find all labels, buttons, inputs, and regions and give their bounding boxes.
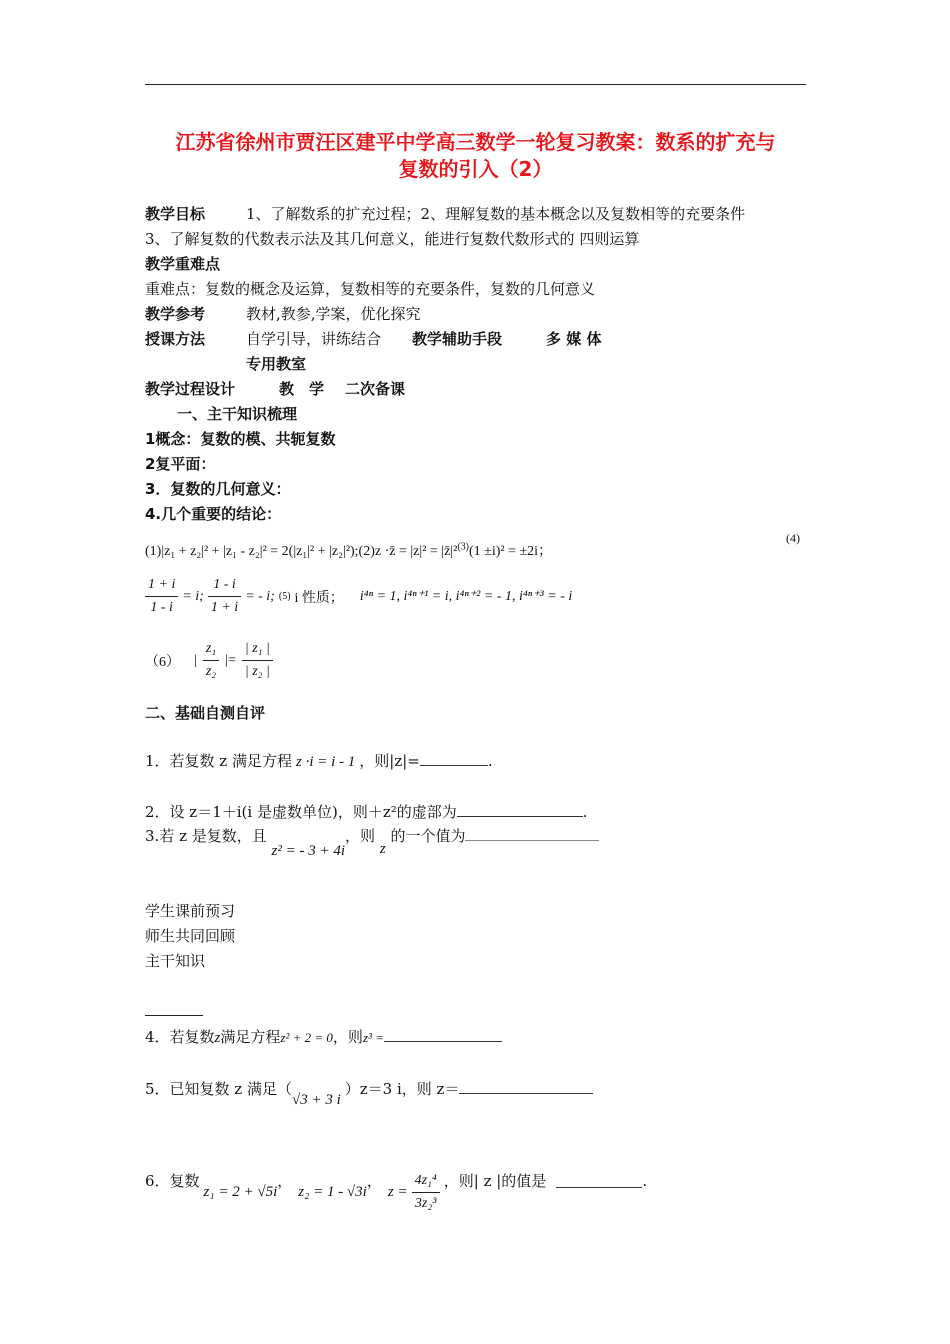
- formula-4-marker: (4): [786, 531, 800, 545]
- question-6: [145, 1158, 648, 1211]
- method-text: 自学引导，讲练结合: [246, 330, 382, 348]
- formula-3-right: [242, 638, 273, 683]
- q4-z: z: [214, 1030, 221, 1046]
- q2-text: 2．设 z＝1＋i(i 是虚数单位)，则＋z²的虚部为: [145, 803, 457, 821]
- formula-2-powers: i⁴ⁿ = 1, i⁴ⁿ⁺¹ = i, i⁴ⁿ⁺² = - 1, i⁴ⁿ⁺³ = - i: [359, 589, 573, 604]
- q6-answer-blank[interactable]: [556, 1173, 642, 1188]
- goal-text2: 3、了解复数的代数表示法及其几何意义，能进行复数代数形式的 四则运算: [145, 230, 640, 248]
- note-2: 师生共同回顾: [145, 927, 236, 945]
- q3-math: z² = - 3 + 4i: [271, 843, 346, 859]
- q3-pre: 3.若 z 是复数，且: [145, 827, 267, 845]
- short-divider: [145, 1015, 203, 1016]
- q5-answer-blank[interactable]: [459, 1079, 593, 1094]
- formula-2-mid: = i;: [182, 588, 204, 604]
- doc-title-line1: 江苏省徐州市贾汪区建平中学高三数学一轮复习教案：数系的扩充与: [175, 130, 776, 154]
- q1-pre: 1．若复数 z 满足方程: [145, 752, 292, 770]
- formula-3: （6） | $\frac{\text{z₁}}{\text{z₂}}$ |= $\frac{\text{| z₁ |}}{\text{| z₂ |}}$: [145, 638, 273, 683]
- q4-post: ，则: [332, 1028, 363, 1046]
- room-text: 专用教室: [246, 355, 307, 373]
- q6-frac: [412, 1170, 440, 1215]
- q4-math2: z³ =: [362, 1030, 384, 1045]
- doc-title-line2: 复数的引入（2）: [398, 157, 553, 181]
- note-1: 学生课前预习: [145, 902, 236, 920]
- q6-z1: z₁ = 2 + √5i: [203, 1184, 278, 1200]
- q4-math: z² + 2 = 0: [280, 1030, 333, 1045]
- aid-label: 教学辅助手段: [412, 330, 503, 348]
- formula-1: [145, 540, 552, 560]
- process-label: 教学过程设计: [145, 380, 236, 398]
- q1-post: ，则|z|=: [359, 752, 420, 770]
- q5-post: ）z＝3 i，则 z＝: [344, 1080, 460, 1098]
- ref-label: 教学参考: [145, 305, 206, 323]
- top-rule: [145, 84, 806, 85]
- section1-item2: 2复平面：: [145, 455, 216, 473]
- formula-3-left-num: z₁: [203, 638, 219, 661]
- formula-2-frac1: [145, 574, 178, 619]
- question-2: [145, 801, 588, 822]
- formula-3-right-num: | z₁ |: [242, 638, 273, 661]
- formula-2-label: i 性质；: [294, 590, 344, 606]
- process-col2: 教 学: [279, 380, 325, 398]
- formula-3-label: （6）: [145, 654, 180, 670]
- q6-end: .: [642, 1171, 648, 1190]
- q2-end: .: [582, 803, 588, 821]
- formula-3-right-den: | z₂ |: [244, 664, 270, 679]
- q6-pre: 6．复数: [145, 1172, 200, 1190]
- q6-post: ，则| z |的值是: [443, 1172, 547, 1190]
- q6-z2: z₂ = 1 - √3i: [298, 1184, 367, 1200]
- formula-3-left-den: z₂: [205, 664, 217, 679]
- q5-pre: 5．已知复数 z 满足（: [145, 1080, 292, 1098]
- formula-2-sup: (5): [278, 591, 291, 602]
- q4-answer-blank[interactable]: [384, 1027, 502, 1042]
- formula-1-semicolon: ；: [538, 544, 553, 559]
- formula-3-left: [203, 638, 219, 683]
- note-3: 主干知识: [145, 952, 206, 970]
- key-label: 教学重难点: [145, 255, 221, 273]
- formula-2: [145, 574, 572, 619]
- q2-answer-blank[interactable]: [457, 802, 583, 817]
- q4-mid: 满足方程: [220, 1028, 281, 1046]
- q1-answer-blank[interactable]: [420, 751, 488, 766]
- q1-math: z ·i = i - 1: [295, 754, 356, 770]
- formula-2-frac2: [208, 574, 241, 619]
- key-text: 重难点：复数的概念及运算，复数相等的充要条件，复数的几何意义: [145, 280, 596, 298]
- q3-mid: ，则: [345, 827, 376, 845]
- section1-item4: 4.几个重要的结论：: [145, 505, 282, 523]
- goal-text1: 1、了解数系的扩充过程；2、理解复数的基本概念以及复数相等的充要条件: [246, 205, 746, 223]
- formula-2-frac1-den: 1 - i: [150, 600, 173, 615]
- q5-math: √3 + 3 i: [291, 1092, 341, 1108]
- goal-label: 教学目标: [145, 205, 206, 223]
- q6-frac-num: 4z₁⁴: [412, 1170, 440, 1193]
- formula-2-frac2-num: 1 - i: [208, 574, 241, 597]
- section1-item1: 1概念：复数的模、共轭复数: [145, 430, 336, 448]
- q6-frac-den: 3z₂³: [414, 1196, 437, 1211]
- ref-text: 教材,教参,学案，优化探究: [246, 305, 421, 323]
- question-1: [145, 750, 493, 771]
- q6-sep2: ，: [366, 1172, 382, 1190]
- q3-answer-blank[interactable]: [465, 826, 599, 841]
- q6-z-pre: z =: [387, 1184, 408, 1200]
- process-col3: 二次备课: [345, 380, 406, 398]
- formula-1-tail: (1 ±i)² = ±2i: [468, 544, 539, 559]
- q1-end: .: [487, 752, 493, 770]
- question-3: [145, 825, 599, 859]
- question-5: [145, 1078, 593, 1108]
- formula-2-frac1-num: 1 + i: [145, 574, 178, 597]
- q3-post: 的一个值为: [390, 827, 466, 845]
- formula-1-sup: (3): [457, 541, 469, 553]
- formula-2-after: = - i;: [245, 588, 275, 604]
- section1-item3: 3．复数的几何意义：: [145, 480, 291, 498]
- method-label: 授课方法: [145, 330, 206, 348]
- formula-3-eq: |=: [225, 652, 236, 668]
- section1-heading: 一、主干知识梳理: [177, 405, 298, 423]
- q6-sep1: ，: [277, 1172, 293, 1190]
- aid-text: 多 媒 体: [546, 330, 602, 348]
- section2-heading: 二、基础自测自评: [145, 704, 266, 722]
- question-4: [145, 1026, 502, 1047]
- formula-1-main: (1)|z₁ + z₂|² + |z₁ - z₂|² = 2(|z₁|² + |z₂|²);(2)z ·z̄ = |z|² = |z̄|²: [145, 544, 458, 559]
- q4-pre: 4．若复数: [145, 1028, 215, 1046]
- q3-z: z: [379, 841, 386, 857]
- formula-2-frac2-den: 1 + i: [210, 600, 239, 615]
